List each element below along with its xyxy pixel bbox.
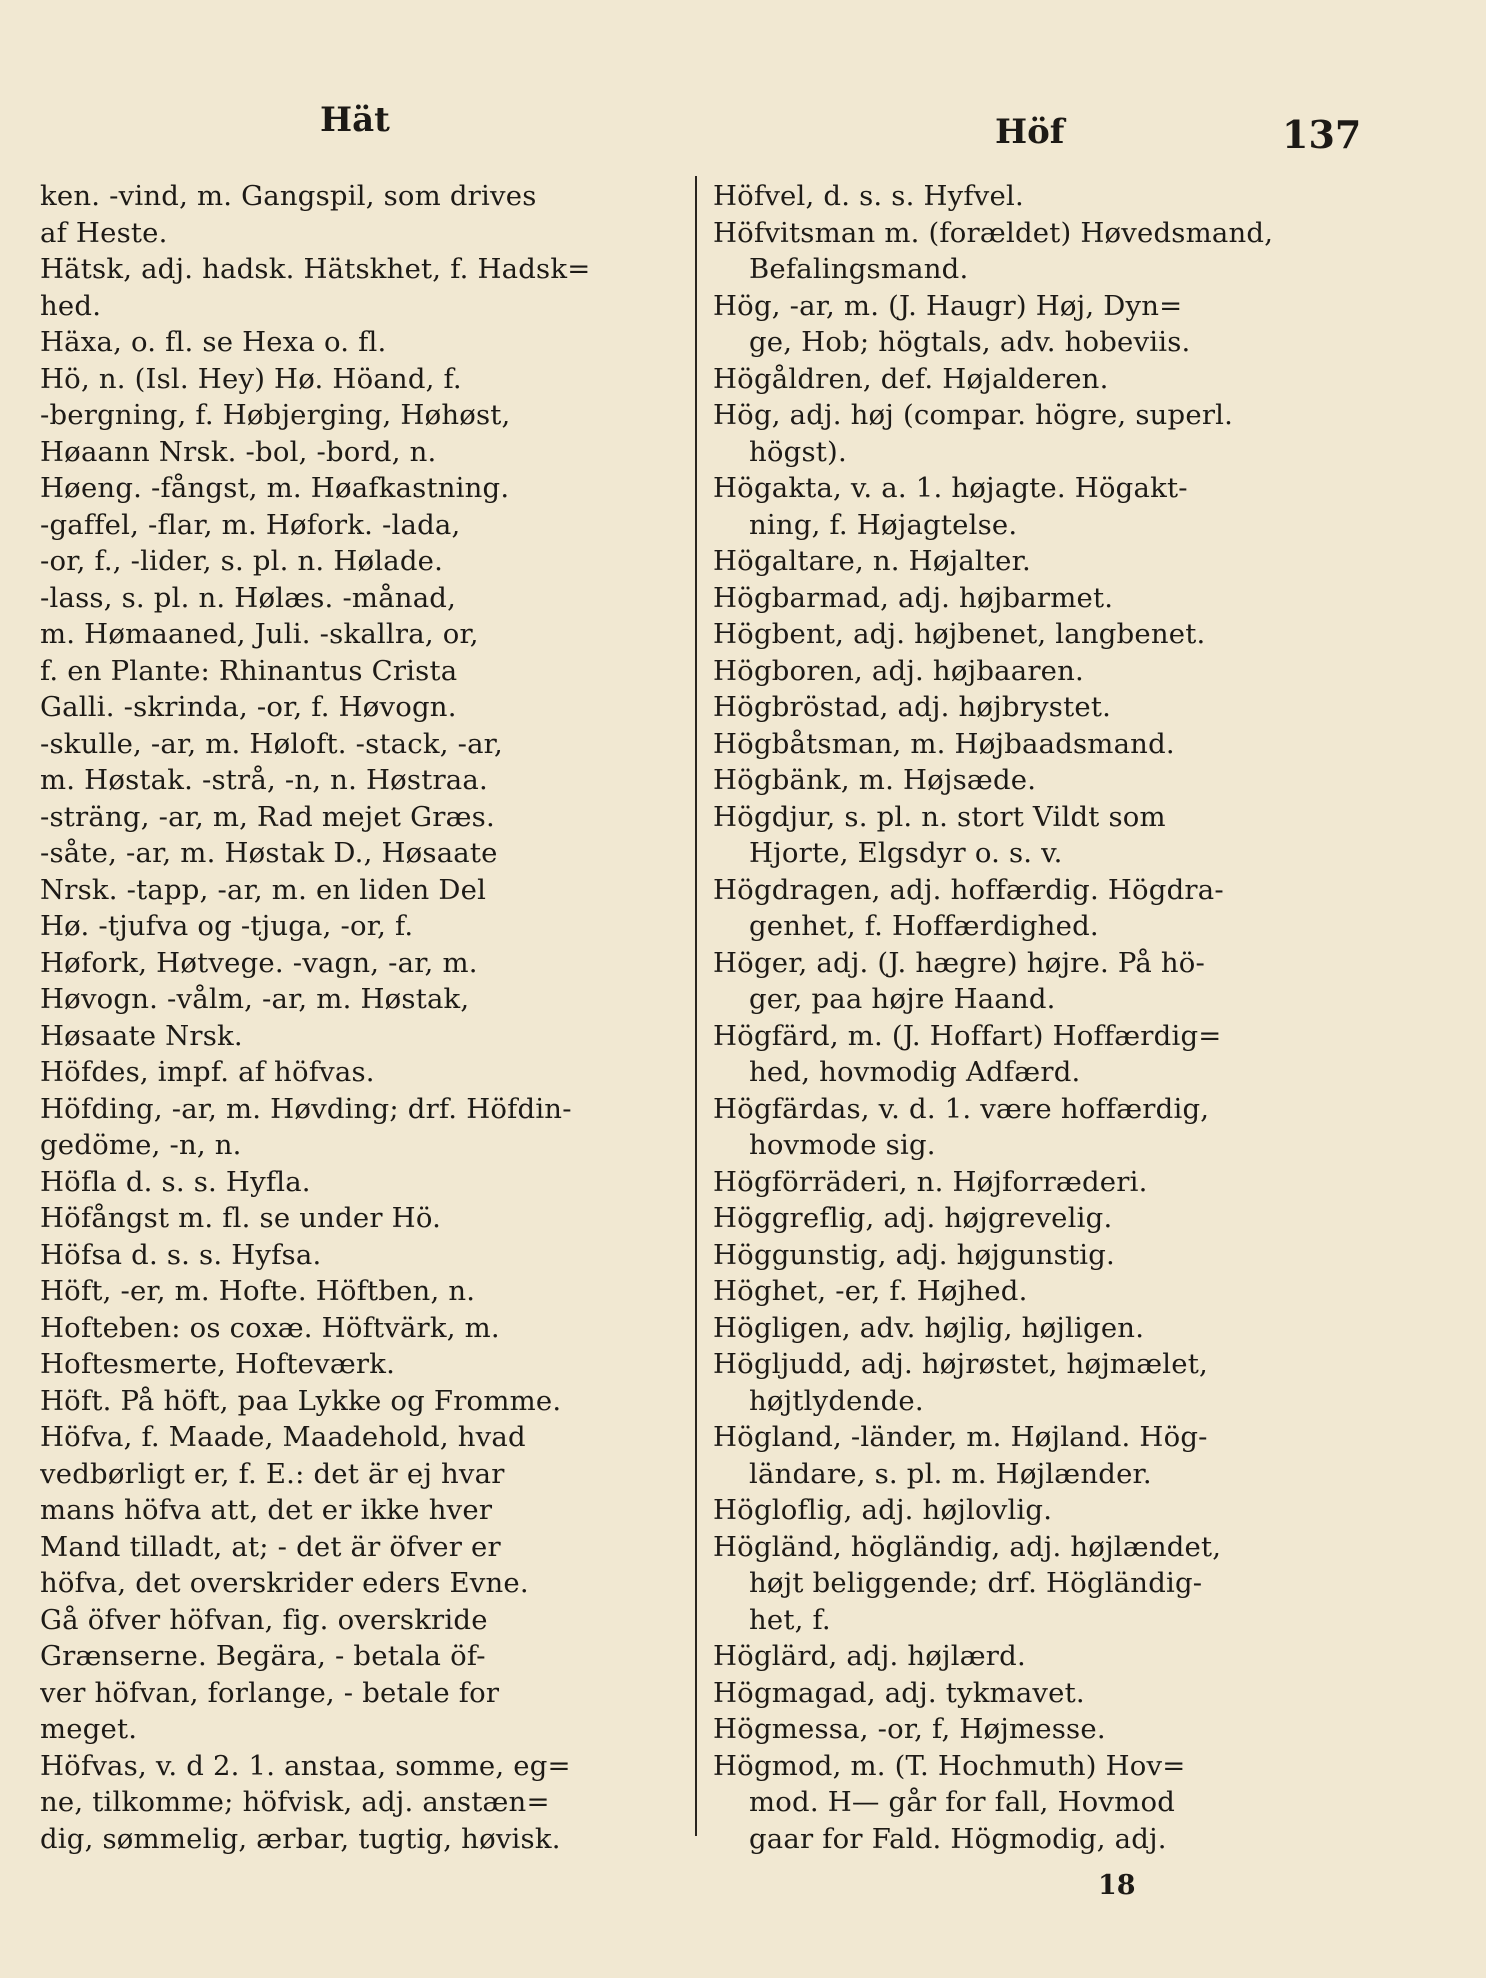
text-line: Hofteben: os coxæ. Höftvärk, m. — [40, 1311, 500, 1344]
text-line: Högligen, adv. højlig, højligen. — [713, 1311, 1145, 1344]
text-line: m. Høstak. -strå, -n, n. Høstraa. — [40, 764, 488, 796]
text-line: Höfvel, d. s. s. Hyfvel. — [713, 180, 1024, 212]
text-line: Högmessa, -or, f, Højmesse. — [713, 1713, 1106, 1745]
text-line: -bergning, f. Høbjerging, Høhøst, — [40, 399, 511, 431]
text-line: Høvogn. -vålm, -ar, m. Høstak, — [40, 983, 470, 1015]
text-line: Höggunstig, adj. højgunstig. — [713, 1238, 1115, 1271]
text-line: Högfärdas, v. d. 1. være hoffærdig, — [713, 1092, 1210, 1125]
text-line: Hög, adj. høj (compar. högre, superl. — [713, 399, 1234, 431]
text-line: meget. — [40, 1713, 138, 1745]
text-line: het, f. — [749, 1603, 831, 1636]
text-line: Höfsa d. s. s. Hyfsa. — [40, 1238, 322, 1271]
text-line: dig, sømmelig, ærbar, tugtig, høvisk. — [40, 1822, 561, 1855]
text-line: Högloflig, adj. højlovlig. — [713, 1494, 1053, 1526]
text-line: Höglärd, adj. højlærd. — [713, 1640, 1026, 1672]
text-line: vedbørligt er, f. E.: det är ej hvar — [40, 1457, 505, 1490]
text-line: Högakta, v. a. 1. højagte. Högakt- — [713, 472, 1188, 504]
page-number: 137 — [1282, 112, 1362, 157]
text-line: Höfding, -ar, m. Høvding; drf. Höfdin- — [40, 1092, 572, 1125]
text-line: Höfvitsman m. (forældet) Høvedsmand, — [713, 216, 1274, 249]
text-line: Högland, -länder, m. Højland. Hög- — [713, 1421, 1208, 1453]
text-line: Högfärd, m. (J. Hoffart) Hoffærdig= — [713, 1019, 1222, 1052]
text-line: Höfva, f. Maade, Maadehold, hvad — [40, 1421, 526, 1453]
text-line: hed, hovmodig Adfærd. — [749, 1056, 1081, 1088]
text-line: höfva, det overskrider eders Evne. — [40, 1567, 529, 1599]
text-line: Högbänk, m. Højsæde. — [713, 764, 1037, 796]
text-line: hed. — [40, 289, 102, 322]
text-line: Hoftesmerte, Hofteværk. — [40, 1348, 396, 1380]
text-line: Höggreflig, adj. højgrevelig. — [713, 1202, 1113, 1234]
text-line: Grænserne. Begära, - betala öf- — [40, 1640, 486, 1672]
text-line: højt beliggende; drf. Högländig- — [749, 1567, 1203, 1599]
text-line: -skulle, -ar, m. Høloft. -stack, -ar, — [40, 727, 503, 760]
text-line: -såte, -ar, m. Høstak D., Høsaate — [40, 837, 498, 869]
text-line: ger, paa højre Haand. — [749, 983, 1056, 1015]
text-line: Hö, n. (Isl. Hey) Hø. Höand, f. — [40, 362, 462, 395]
text-line: Häxa, o. fl. se Hexa o. fl. — [40, 326, 387, 358]
text-line: ver höfvan, forlange, - betale for — [40, 1676, 500, 1709]
text-line: Högåldren, def. Højalderen. — [713, 362, 1109, 395]
text-line: -sträng, -ar, m, Rad mejet Græs. — [40, 800, 495, 833]
text-line: Høaann Nrsk. -bol, -bord, n. — [40, 435, 437, 468]
text-line: Högaltare, n. Højalter. — [713, 545, 1031, 577]
text-line: Mand tilladt, at; - det är öfver er — [40, 1530, 501, 1563]
text-line: mod. H— går for fall, Hovmod — [749, 1786, 1176, 1818]
text-line: ge, Hob; högtals, adv. hobeviis. — [749, 326, 1191, 358]
text-line: ken. -vind, m. Gangspil, som drives — [40, 180, 537, 212]
text-line: Höfdes, impf. af höfvas. — [40, 1056, 375, 1088]
text-line: högst). — [749, 435, 847, 468]
text-line: af Heste. — [40, 216, 168, 249]
header-right-catchword: Höf — [995, 112, 1065, 152]
text-line: Høeng. -fångst, m. Høafkastning. — [40, 472, 510, 504]
text-line: Hätsk, adj. hadsk. Hätskhet, f. Hadsk= — [40, 253, 591, 285]
text-line: Högförräderi, n. Højforræderi. — [713, 1165, 1148, 1198]
text-line: Högdjur, s. pl. n. stort Vildt som — [713, 800, 1166, 833]
text-line: Högdragen, adj. hoffærdig. Högdra- — [713, 873, 1224, 906]
column-divider — [695, 176, 697, 1836]
text-line: højtlydende. — [749, 1384, 924, 1417]
text-line: hovmode sig. — [749, 1129, 936, 1161]
text-line: Högbent, adj. højbenet, langbenet. — [713, 618, 1206, 650]
text-line: Höft. På höft, paa Lykke og Fromme. — [40, 1384, 562, 1417]
text-line: -gaffel, -flar, m. Høfork. -lada, — [40, 508, 461, 541]
text-line: Högboren, adj. højbaaren. — [713, 654, 1084, 687]
text-line: -lass, s. pl. n. Hølæs. -månad, — [40, 581, 457, 614]
text-line: Högbåtsman, m. Højbaadsmand. — [713, 727, 1175, 760]
text-line: Höfvas, v. d 2. 1. anstaa, somme, eg= — [40, 1749, 571, 1782]
text-line: Höfångst m. fl. se under Hö. — [40, 1202, 442, 1234]
text-line: Galli. -skrinda, -or, f. Høvogn. — [40, 691, 457, 723]
text-line: Högljudd, adj. højrøstet, højmælet, — [713, 1348, 1208, 1380]
text-line: Högmod, m. (T. Hochmuth) Hov= — [713, 1749, 1186, 1782]
text-line: Gå öfver höfvan, fig. overskride — [40, 1603, 488, 1636]
text-line: ning, f. Højagtelse. — [749, 508, 1018, 541]
text-line: Högbröstad, adj. højbrystet. — [713, 691, 1112, 723]
text-line: Hög, -ar, m. (J. Haugr) Høj, Dyn= — [713, 289, 1183, 322]
text-line: m. Hømaaned, Juli. -skallra, or, — [40, 618, 479, 650]
text-line: gaar for Fald. Högmodig, adj. — [749, 1822, 1167, 1855]
text-line: Högmagad, adj. tykmavet. — [713, 1676, 1085, 1709]
text-line: -or, f., -lider, s. pl. n. Hølade. — [40, 545, 444, 577]
text-line: ne, tilkomme; höfvisk, adj. anstæn= — [40, 1786, 550, 1818]
text-line: Höghet, -er, f. Højhed. — [713, 1275, 1028, 1307]
text-line: ländare, s. pl. m. Højlænder. — [749, 1457, 1152, 1490]
text-line: Høsaate Nrsk. — [40, 1019, 243, 1052]
header-left-catchword: Hät — [320, 100, 390, 140]
text-line: genhet, f. Hoffærdighed. — [749, 910, 1099, 942]
text-line: mans höfva att, det er ikke hver — [40, 1494, 493, 1526]
text-line: Høfork, Høtvege. -vagn, -ar, m. — [40, 946, 478, 979]
text-line: f. en Plante: Rhinantus Crista — [40, 654, 458, 687]
right-column — [713, 178, 1353, 1857]
text-line: Höger, adj. (J. hægre) højre. På hö- — [713, 946, 1206, 979]
text-line: Högbarmad, adj. højbarmet. — [713, 581, 1114, 614]
text-line: gedöme, -n, n. — [40, 1129, 242, 1161]
text-line: Höft, -er, m. Hofte. Höftben, n. — [40, 1275, 476, 1307]
text-line: Hø. -tjufva og -tjuga, -or, f. — [40, 910, 414, 942]
text-line: Hjorte, Elgsdyr o. s. v. — [749, 837, 1063, 869]
text-line: Högländ, högländig, adj. højlændet, — [713, 1530, 1222, 1563]
text-line: Höfla d. s. s. Hyfla. — [40, 1165, 311, 1198]
left-column — [40, 178, 680, 1857]
text-line: Nrsk. -tapp, -ar, m. en liden Del — [40, 873, 487, 906]
text-line: Befalingsmand. — [749, 253, 969, 285]
signature-mark: 18 — [1098, 1870, 1136, 1901]
